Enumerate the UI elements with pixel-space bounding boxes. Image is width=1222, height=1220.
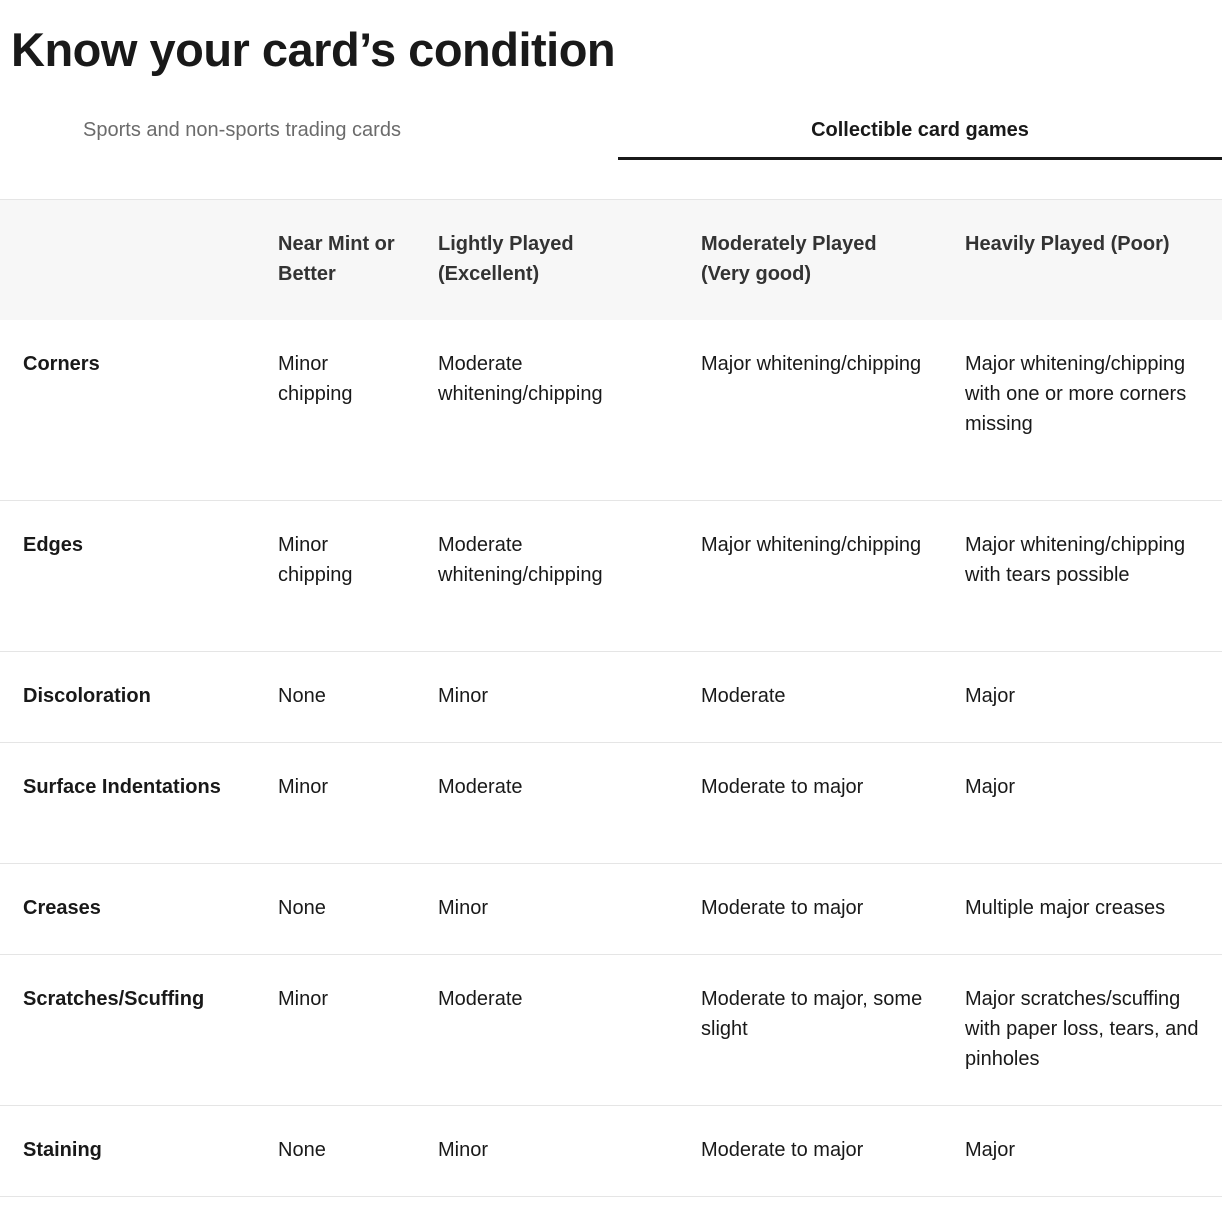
- table-cell: None: [255, 1106, 415, 1197]
- table-cell: Major whitening/chipping: [678, 501, 942, 652]
- column-header-heavily-played: Heavily Played (Poor): [965, 233, 1170, 255]
- table-cell: Major: [942, 743, 1222, 864]
- table-cell: Minor: [415, 864, 678, 955]
- column-header-moderately-played: Moderately Played (Very good): [701, 233, 877, 285]
- table-header-row: [0, 200, 1222, 320]
- column-header-lightly-played: Lightly Played (Excellent): [438, 233, 574, 285]
- table-cell: Major: [942, 1106, 1222, 1197]
- table-row-scratches-scuffing: [0, 955, 1222, 1106]
- table-cell: Multiple major creases: [942, 864, 1222, 955]
- column-header-near-mint: Near Mint or Better: [278, 233, 395, 285]
- table-cell: Moderate: [415, 955, 678, 1106]
- table-row-edges: [0, 501, 1222, 652]
- table-cell: Major: [942, 652, 1222, 743]
- table-cell: Moderate to major, some slight: [678, 955, 942, 1106]
- table-row-creases: [0, 864, 1222, 955]
- table-cell: Moderate: [678, 652, 942, 743]
- table-cell: Moderate whitening/chipping: [415, 320, 678, 501]
- table-cell: Moderate to major: [678, 864, 942, 955]
- table-cell: Minor chipping: [255, 320, 415, 501]
- row-label: Surface Indentations: [0, 743, 255, 864]
- row-label: Edges: [0, 501, 255, 652]
- table-row-corners: [0, 320, 1222, 501]
- table-cell: Minor chipping: [255, 501, 415, 652]
- table-cell: Major whitening/chipping with one or more corners missing: [942, 320, 1222, 501]
- table-cell: None: [255, 652, 415, 743]
- table-cell: Major whitening/chipping: [678, 320, 942, 501]
- table-cell: None: [255, 864, 415, 955]
- table-row-surface-indentations: [0, 743, 1222, 864]
- row-label: Discoloration: [0, 652, 255, 743]
- table-cell: Moderate whitening/chipping: [415, 501, 678, 652]
- table-cell: Minor: [255, 743, 415, 864]
- page-title: Know your card’s condition: [11, 23, 616, 76]
- row-label: Staining: [0, 1106, 255, 1197]
- row-label: Corners: [0, 320, 255, 501]
- tab-collectible-card-games[interactable]: Collectible card games: [618, 100, 1222, 160]
- table-cell: Moderate to major: [678, 1106, 942, 1197]
- table-row-staining: [0, 1106, 1222, 1197]
- column-header-attribute: [0, 200, 255, 320]
- table-cell: Major scratches/scuffing with paper loss, tears, and pinholes: [942, 955, 1222, 1106]
- table-cell: Minor: [255, 955, 415, 1106]
- row-label: Scratches/Scuffing: [0, 955, 255, 1106]
- table-cell: Minor: [415, 1106, 678, 1197]
- table-cell: Major whitening/chipping with tears possible: [942, 501, 1222, 652]
- condition-tabs: [0, 100, 1222, 160]
- table-cell: Moderate to major: [678, 743, 942, 864]
- table-row-discoloration: [0, 652, 1222, 743]
- condition-table: [0, 199, 1222, 1197]
- tab-sports-trading-cards[interactable]: Sports and non-sports trading cards: [83, 119, 401, 141]
- row-label: Creases: [0, 864, 255, 955]
- table-cell: Minor: [415, 652, 678, 743]
- table-cell: Moderate: [415, 743, 678, 864]
